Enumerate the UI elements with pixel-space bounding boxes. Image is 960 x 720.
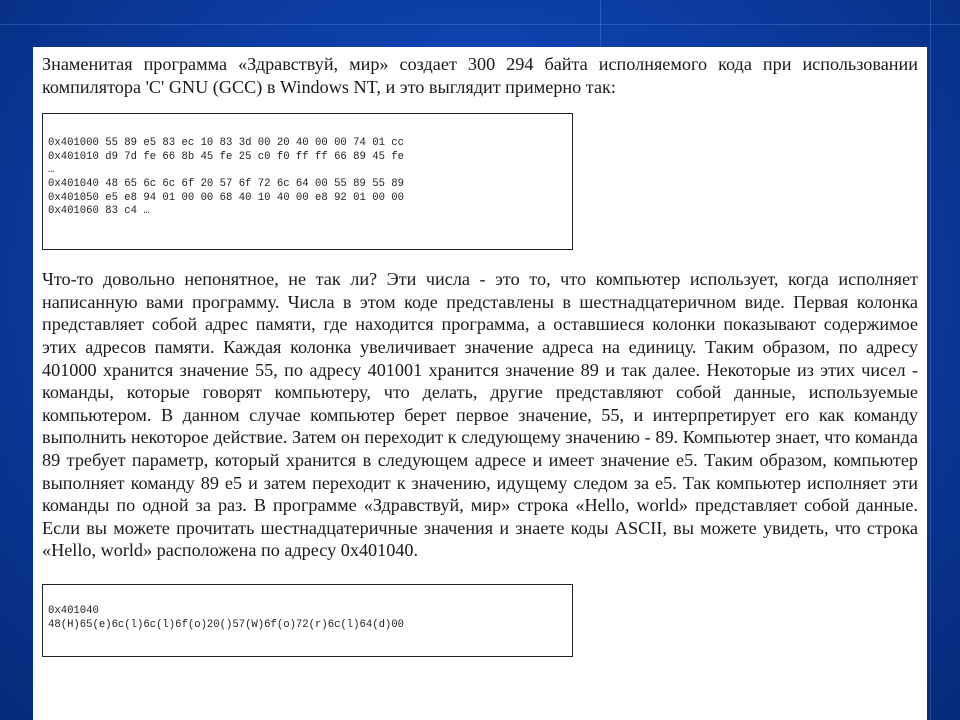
slide-content [33,47,927,720]
ascii-address: 0x401040 [48,604,99,617]
hex-dump-box [42,113,573,250]
explanation-paragraph: Что-то довольно непонятное, не так ли? Эти числа - это то, что компьютер использует, когда исполняет написанную вами программу. Числа в этом коде представлены в шестнадцатеричном виде. Первая колонка представляет собой адрес памяти, где находится программа, а оставшиеся колонки показывают содержимое этих адресов памяти. Каждая колонка увеличивает значение адреса на единицу. Таким образом, по адресу 401000 хранится значение 55, по адресу 401001 хранится значение 89 и так далее. Некоторые из этих чисел - команды, которые говорят компьютеру, что делать, другие представляют собой данные, используемые компьютером. В данном случае компьютер берет первое значение, 55, и интерпретирует его как команду выполнить некоторое действие. Затем он переходит к следующему значению - 89. Компьютер знает, что команда 89 требует параметр, который хранится в следующем адресе и имеет значение e5. Таким образом, компьютер выполняет команду 89 e5 и затем переходит к значению, идущему следом за e5. Так компьютер исполняет эти команды по одной за раз. В программе «Здравствуй, мир» строка «Hello, world» представляет собой данные. Если вы можете прочитать шестнадцатеричные значения и знаете коды ASCII, вы можете увидеть, что строка «Hello, world» расположена по адресу 0x401040. [42,269,918,561]
ascii-bytes: 48(H)65(e)6c(l)6c(l)6f(o)20()57(W)6f(o)72(r)6c(l)64(d)00 [48,618,405,631]
hex-line: 0x401040 48 65 6c 6c 6f 20 57 6f 72 6c 64 00 55 89 55 89 [48,177,405,190]
hex-line: 0x401060 83 c4 … [48,205,150,218]
background-line [600,0,601,47]
hex-line: 0x401010 d9 7d fe 66 8b 45 fe 25 c0 f0 ff ff 66 89 45 fe [48,150,405,163]
intro-paragraph: Знаменитая программа «Здравствуй, мир» создает 300 294 байта исполняемого кода при использовании компилятора 'C' GNU (GCC) в Windows NT, и это выглядит примерно так: [42,54,918,97]
hex-line: 0x401050 e5 e8 94 01 00 00 68 40 10 40 00 e8 92 01 00 00 [48,191,405,204]
background-line [930,0,931,720]
hex-line: … [48,164,55,177]
ascii-dump-box [42,584,573,657]
background-line [0,24,960,25]
hex-line: 0x401000 55 89 e5 83 ec 10 83 3d 00 20 40 00 00 74 01 cc [48,137,405,150]
